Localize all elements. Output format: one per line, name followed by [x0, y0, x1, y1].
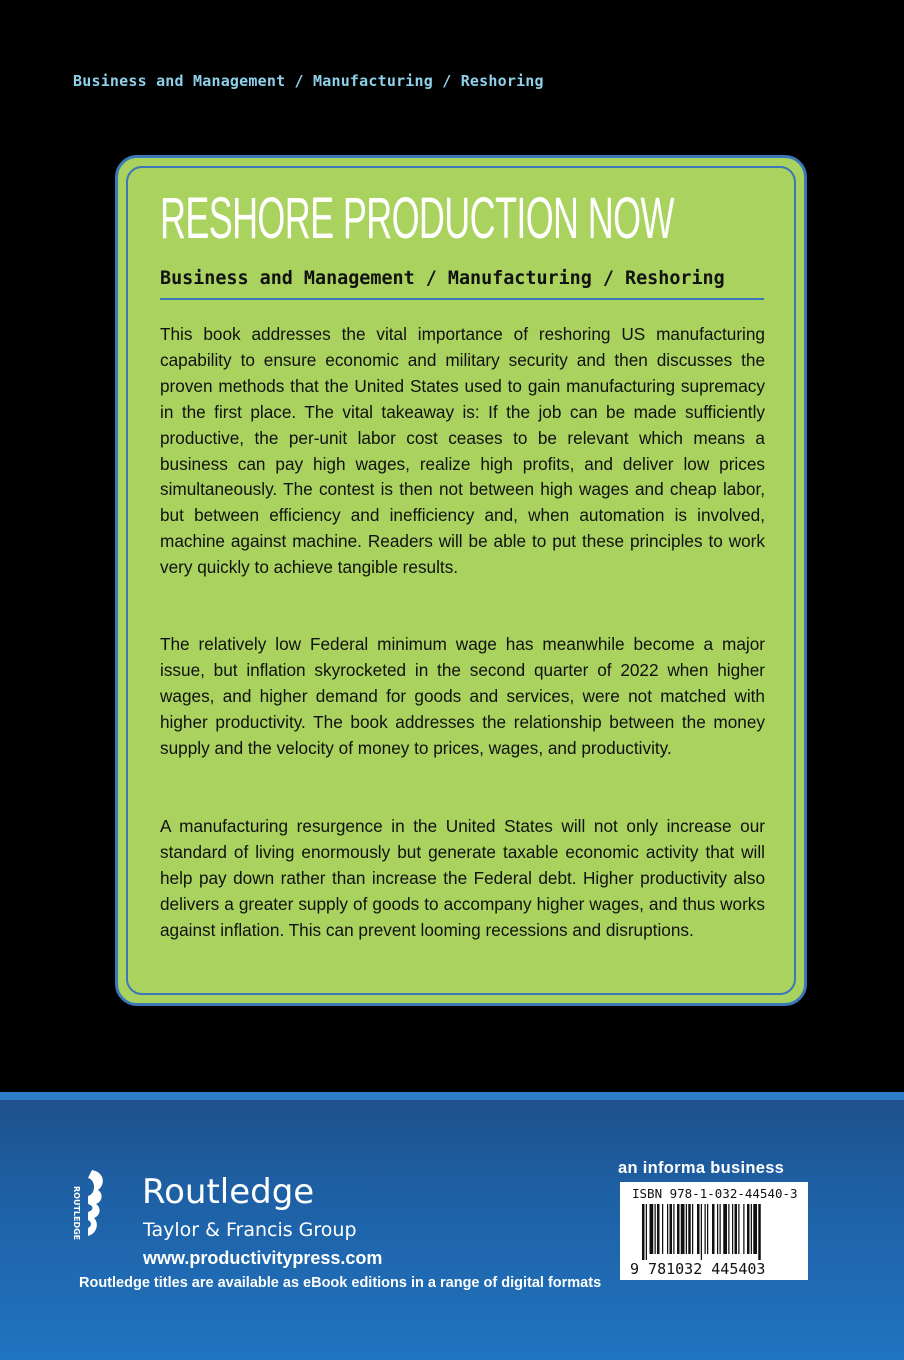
barcode-bar: [743, 1204, 744, 1254]
barcode-bar: [677, 1204, 680, 1254]
informa-tagline: an informa business: [618, 1159, 785, 1177]
barcode-bar: [655, 1204, 656, 1254]
barcode-bar: [692, 1204, 693, 1254]
isbn-barcode-box: [620, 1182, 808, 1280]
top-category-breadcrumb: Business and Management / Manufacturing / Reshoring: [73, 72, 544, 90]
barcode-bar: [723, 1204, 727, 1254]
barcode-bar: [735, 1204, 738, 1254]
barcode-bar: [650, 1204, 654, 1254]
title-divider: [160, 298, 764, 300]
barcode-graphic: [620, 1202, 808, 1280]
barcode-bar: [688, 1204, 691, 1254]
ebook-availability-note: Routledge titles are available as eBook editions in a range of digital formats: [79, 1275, 602, 1291]
barcode-bar: [738, 1204, 739, 1254]
barcode-bar: [712, 1204, 715, 1254]
barcode-bar: [657, 1204, 660, 1254]
publisher-name: Routledge: [142, 1172, 315, 1212]
publisher-group: Taylor & Francis Group: [143, 1219, 357, 1241]
barcode-bar: [717, 1204, 718, 1254]
barcode-bar: [751, 1204, 752, 1254]
barcode-bar: [720, 1204, 721, 1254]
barcode-bar: [707, 1204, 708, 1254]
isbn-label: ISBN 978-1-032-44540-3: [632, 1186, 798, 1201]
barcode-bar: [728, 1204, 729, 1254]
barcode-bar: [697, 1204, 700, 1254]
barcode-bar: [705, 1204, 706, 1254]
panel-category: Business and Management / Manufacturing / Reshoring: [160, 268, 725, 289]
barcode-digits: 9 781032 445403: [630, 1260, 766, 1278]
description-paragraph-3: A manufacturing resurgence in the United States will not only increase our standard of living enormously but generate taxable economic activity that will help pay down rather than increase the Federal debt. Higher productivity also delivers a greater supply of goods to accompany higher wages, and thus works against inflation. This can prevent looming recessions and disruptions.: [160, 816, 765, 940]
barcode-bar: [681, 1204, 685, 1254]
barcode-bar: [670, 1204, 673, 1254]
barcode-bar: [646, 1204, 647, 1260]
barcode-bar: [642, 1204, 645, 1260]
band-top-stripe: [0, 1092, 904, 1100]
barcode-bar: [686, 1204, 687, 1254]
publisher-website: www.productivitypress.com: [143, 1248, 383, 1268]
barcode-bar: [758, 1204, 761, 1260]
book-title: RESHORE PRODUCTION NOW: [160, 186, 674, 251]
barcode-bar: [662, 1204, 663, 1254]
barcode-bar: [753, 1204, 757, 1254]
logo-wordmark: ROUTLEDGE: [72, 1186, 81, 1241]
routledge-logo-icon: [68, 1168, 108, 1244]
description-paragraph-2: The relatively low Federal minimum wage has meanwhile become a major issue, but inflation skyrocketed in the second quarter of 2022 when higher wages, and higher demand for goods and services, were not matched with higher productivity. The book addresses the relationship between the money supply and the velocity of money to prices, wages, and productivity.: [160, 634, 765, 758]
barcode-bar: [673, 1204, 674, 1254]
description-paragraph-1: This book addresses the vital importance of reshoring US manufacturing capability to ensure economic and military security and then discusses the proven methods that the United States used to gain manufacturing supremacy in the first place. The vital takeaway is: If the job can be made sufficiently productive, the per-unit labor cost ceases to be relevant which means a business can pay high wages, realize high profits, and deliver low prices simultaneously. The contest is then not between high wages and cheap labor, but between efficiency and inefficiency and, when automation is involved, machine against machine. Readers will be able to put these principles to work very quickly to achieve tangible results.: [160, 324, 765, 578]
barcode-bar: [732, 1204, 733, 1254]
barcode-bar: [747, 1204, 750, 1254]
barcode-bar: [701, 1204, 702, 1260]
barcode-bar: [667, 1204, 668, 1254]
